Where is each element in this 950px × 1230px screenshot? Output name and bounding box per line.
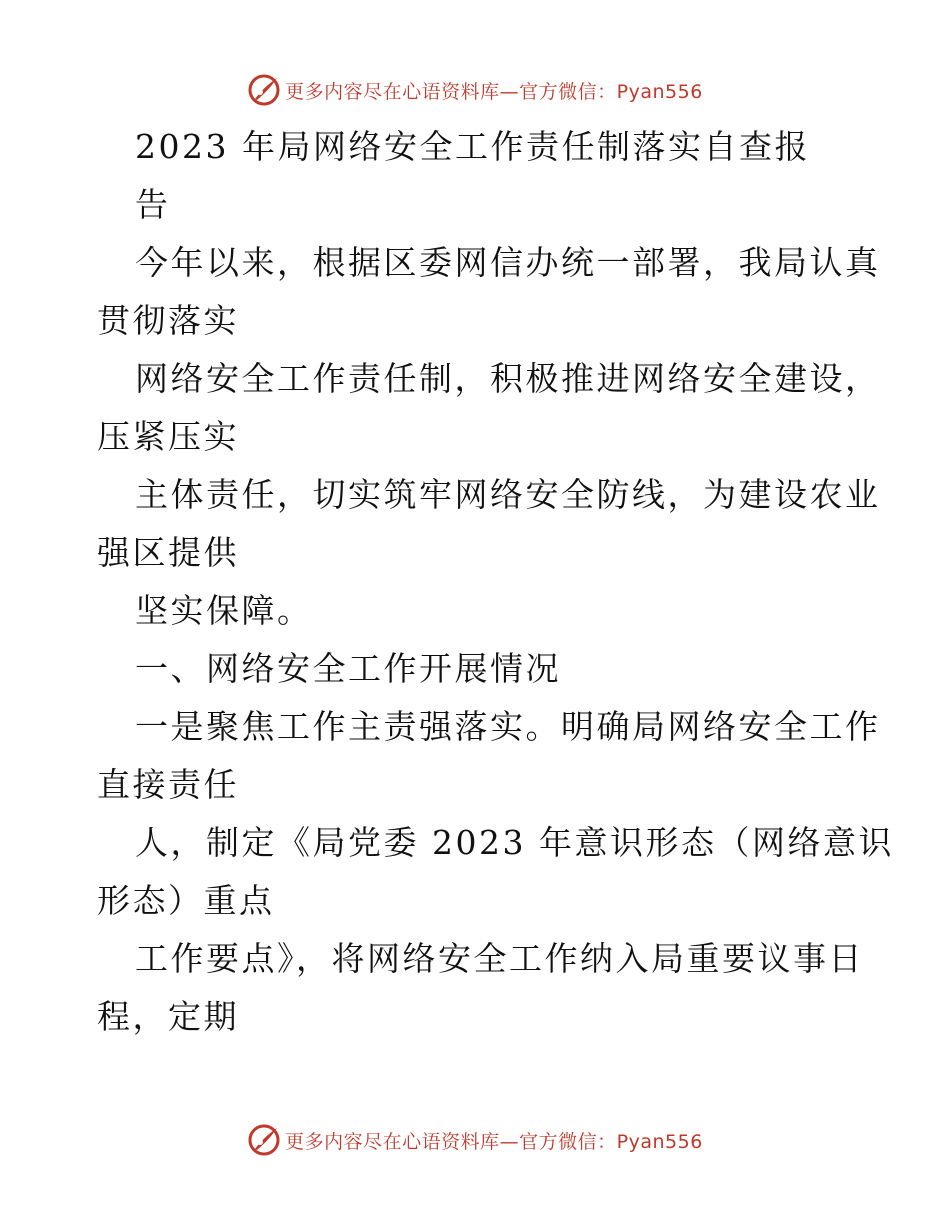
- text-line: 工作要点》，将网络安全工作纳入局重要议事日: [135, 939, 864, 978]
- text-line: 直接责任: [97, 765, 239, 804]
- watermark-text: 更多内容尽在心语资料库—官方微信：Pyan556: [285, 80, 703, 103]
- text-line: 一是聚焦工作主责强落实。明确局网络安全工作: [135, 707, 881, 746]
- text-line: 程，定期: [97, 997, 239, 1036]
- text-line: 人，制定《局党委 2023 年意识形态（网络意识: [135, 823, 894, 862]
- text-line: 压紧压实: [97, 417, 239, 456]
- header-watermark: [0, 70, 950, 110]
- text-line: 今年以来，根据区委网信办统一部署，我局认真: [135, 243, 881, 282]
- text-line: 强区提供: [97, 533, 239, 572]
- text-line: 主体责任，切实筑牢网络安全防线，为建设农业: [135, 475, 881, 514]
- text-line: 2023 年局网络安全工作责任制落实自查报: [135, 127, 810, 166]
- quill-logo-icon: [247, 1123, 281, 1157]
- text-line: 网络安全工作责任制，积极推进网络安全建设，: [135, 359, 881, 398]
- text-line: 告: [135, 185, 171, 224]
- text-line: 坚实保障。: [135, 591, 313, 630]
- text-line: 形态）重点: [97, 881, 275, 920]
- quill-logo-icon: [247, 73, 281, 107]
- section-heading: 一、网络安全工作开展情况: [135, 649, 561, 688]
- footer-watermark: [0, 1120, 950, 1160]
- watermark-text: 更多内容尽在心语资料库—官方微信：Pyan556: [285, 1130, 703, 1153]
- text-line: 贯彻落实: [97, 301, 239, 340]
